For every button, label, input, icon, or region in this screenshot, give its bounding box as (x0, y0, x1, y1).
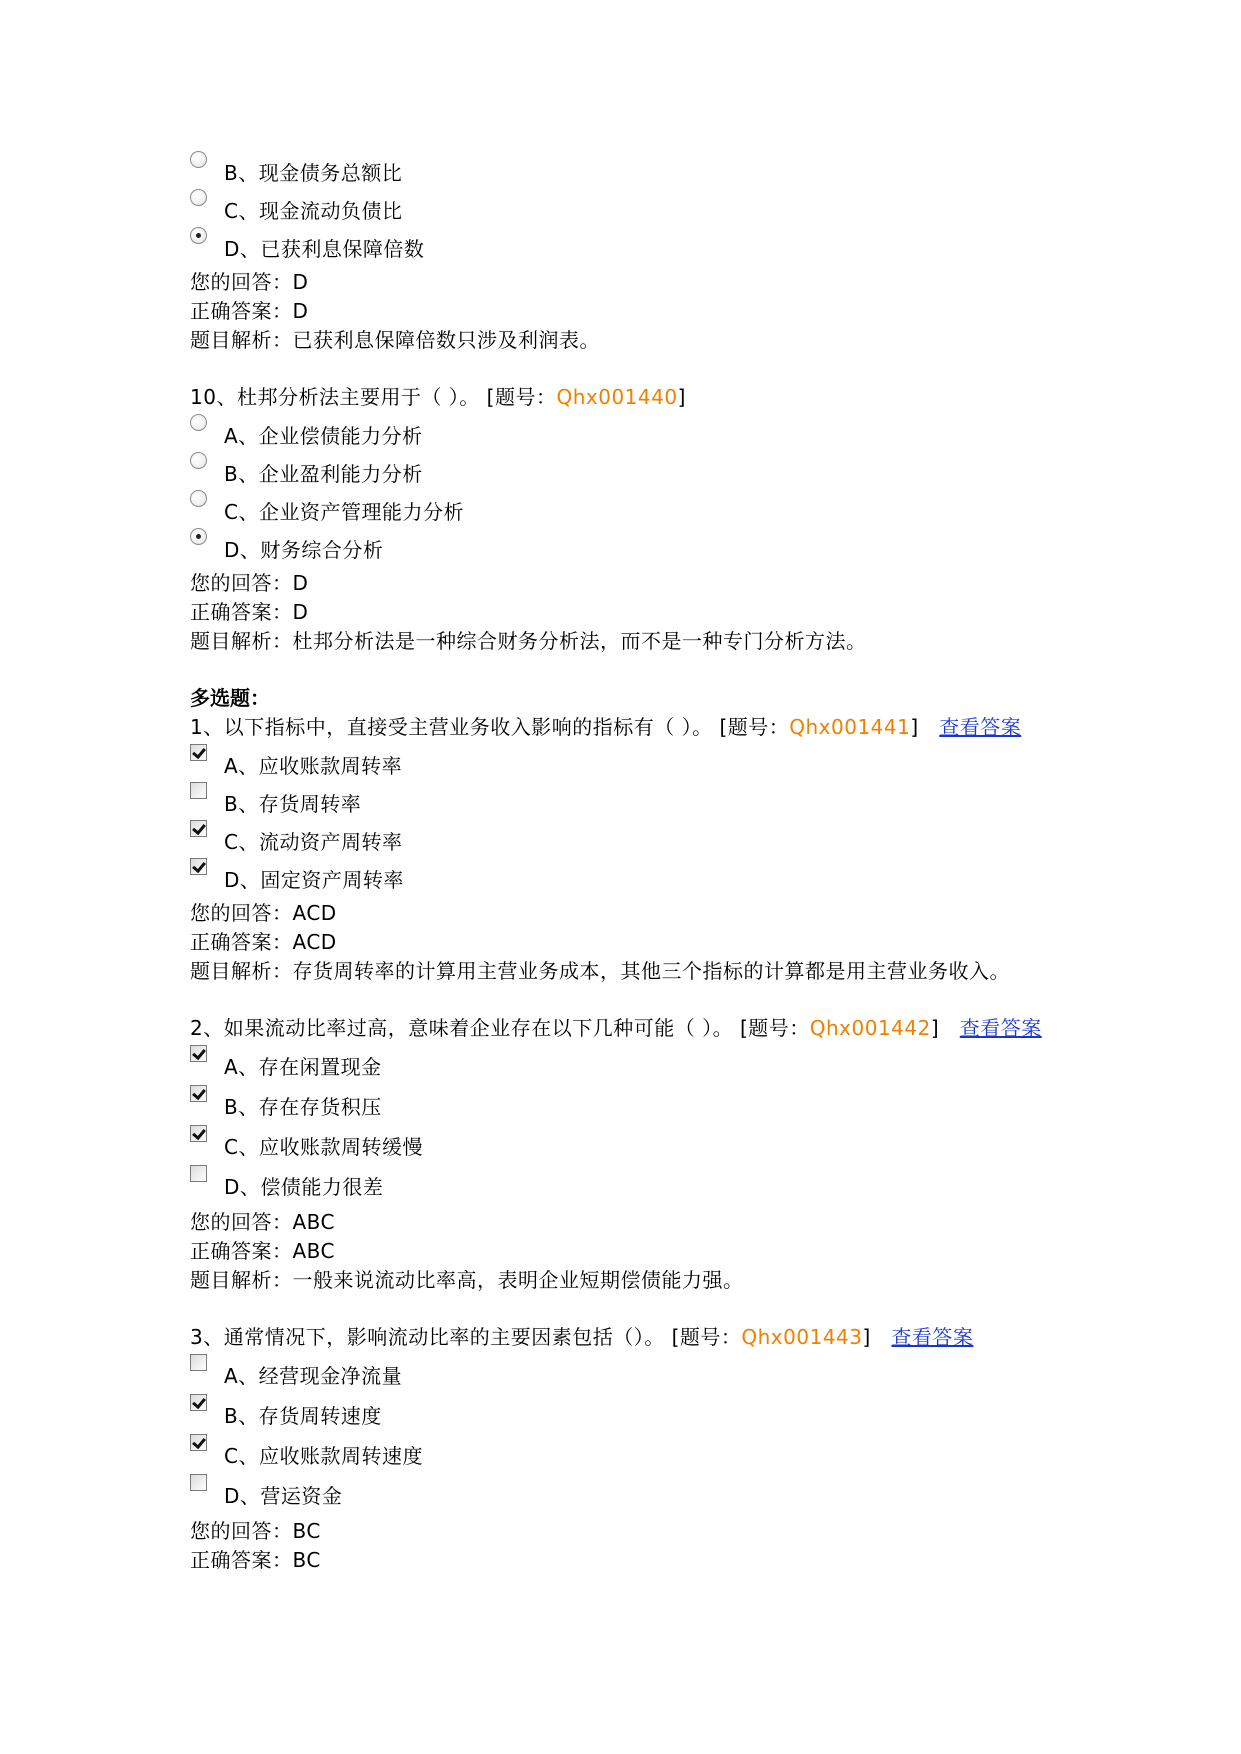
question-title (190, 383, 1090, 412)
your-answer: 您的回答：BC (190, 1519, 321, 1543)
checkbox[interactable] (190, 1354, 207, 1371)
question-text: 1、以下指标中，直接受主营业务收入影响的指标有（ ）。 [题号： (190, 715, 790, 739)
option-label: C、企业资产管理能力分析 (224, 500, 464, 524)
option-a[interactable] (190, 1048, 1090, 1088)
question-text: 3、通常情况下，影响流动比率的主要因素包括（）。 [题号： (190, 1325, 742, 1349)
option-label: A、经营现金净流量 (224, 1364, 403, 1388)
radio-button[interactable] (190, 151, 207, 168)
your-answer: 您的回答：D (190, 571, 309, 595)
option-label: D、固定资产周转率 (224, 868, 404, 892)
option-label: C、现金流动负债比 (224, 199, 403, 223)
option-label: C、流动资产周转率 (224, 830, 403, 854)
checkbox[interactable] (190, 1165, 207, 1182)
bracket-close: ] (930, 1016, 940, 1040)
radio-button[interactable] (190, 189, 207, 206)
checkbox[interactable] (190, 1434, 207, 1451)
answer-analysis: 题目解析：存货周转率的计算用主营业务成本，其他三个指标的计算都是用主营业务收入。 (190, 959, 1010, 983)
option-label: A、存在闲置现金 (224, 1055, 382, 1079)
checkbox[interactable] (190, 1394, 207, 1411)
option-d[interactable] (190, 531, 1090, 569)
question-id: Qhx001441 (789, 715, 911, 739)
question-text: 2、如果流动比率过高，意味着企业存在以下几种可能（ ）。 [题号： (190, 1016, 810, 1040)
option-d[interactable] (190, 861, 1090, 899)
option-b[interactable] (190, 1088, 1090, 1128)
option-label: D、已获利息保障倍数 (224, 237, 425, 261)
correct-answer: 正确答案：BC (190, 1548, 321, 1572)
your-answer: 您的回答：ACD (190, 901, 337, 925)
checkbox[interactable] (190, 782, 207, 799)
option-c[interactable] (190, 192, 1090, 230)
correct-answer: 正确答案：ABC (190, 1239, 336, 1263)
checkbox[interactable] (190, 1125, 207, 1142)
checkbox[interactable] (190, 858, 207, 875)
correct-answer: 正确答案：D (190, 299, 309, 323)
option-a[interactable] (190, 747, 1090, 785)
option-b[interactable] (190, 154, 1090, 192)
option-label: C、应收账款周转速度 (224, 1444, 423, 1468)
option-d[interactable] (190, 230, 1090, 268)
question-9-tail (190, 154, 1090, 355)
option-label: C、应收账款周转缓慢 (224, 1135, 423, 1159)
option-c[interactable] (190, 1437, 1090, 1477)
option-label: D、财务综合分析 (224, 538, 384, 562)
checkbox[interactable] (190, 1085, 207, 1102)
exam-page (190, 154, 1090, 1603)
question-title (190, 1014, 1090, 1043)
option-c[interactable] (190, 823, 1090, 861)
question-id: Qhx001443 (741, 1325, 863, 1349)
multi-question-2 (190, 1014, 1090, 1295)
option-label: A、应收账款周转率 (224, 754, 403, 778)
option-label: B、存在存货积压 (224, 1095, 382, 1119)
answer-analysis: 题目解析：已获利息保障倍数只涉及利润表。 (190, 328, 600, 352)
option-label: B、企业盈利能力分析 (224, 462, 423, 486)
radio-button[interactable] (190, 490, 207, 507)
option-c[interactable] (190, 493, 1090, 531)
radio-button[interactable] (190, 227, 207, 244)
radio-button[interactable] (190, 528, 207, 545)
option-label: B、存货周转率 (224, 792, 362, 816)
bracket-close: ] (677, 385, 686, 409)
radio-button[interactable] (190, 414, 207, 431)
option-d[interactable] (190, 1477, 1090, 1517)
bracket-close: ] (910, 715, 919, 739)
radio-button[interactable] (190, 452, 207, 469)
question-id: Qhx001440 (556, 385, 678, 409)
view-answer-link[interactable]: 查看答案 (891, 1325, 974, 1349)
question-title (190, 1323, 1090, 1352)
option-label: D、偿债能力很差 (224, 1175, 384, 1199)
multi-question-1 (190, 713, 1090, 986)
multi-question-3 (190, 1323, 1090, 1575)
option-b[interactable] (190, 1397, 1090, 1437)
view-answer-link[interactable]: 查看答案 (939, 715, 1022, 739)
correct-answer: 正确答案：D (190, 600, 309, 624)
answer-analysis: 题目解析：杜邦分析法是一种综合财务分析法，而不是一种专门分析方法。 (190, 629, 867, 653)
option-b[interactable] (190, 785, 1090, 823)
checkbox[interactable] (190, 744, 207, 761)
checkbox[interactable] (190, 1045, 207, 1062)
section-title-multiple-choice: 多选题： (190, 686, 270, 710)
option-c[interactable] (190, 1128, 1090, 1168)
your-answer: 您的回答：D (190, 270, 309, 294)
option-a[interactable] (190, 417, 1090, 455)
bracket-close: ] (862, 1325, 871, 1349)
option-label: A、企业偿债能力分析 (224, 424, 423, 448)
question-id: Qhx001442 (809, 1016, 931, 1040)
option-a[interactable] (190, 1357, 1090, 1397)
checkbox[interactable] (190, 820, 207, 837)
view-answer-link[interactable]: 查看答案 (959, 1016, 1042, 1040)
question-10 (190, 383, 1090, 656)
checkbox[interactable] (190, 1474, 207, 1491)
your-answer: 您的回答：ABC (190, 1210, 336, 1234)
option-b[interactable] (190, 455, 1090, 493)
correct-answer: 正确答案：ACD (190, 930, 337, 954)
answer-analysis: 题目解析：一般来说流动比率高，表明企业短期偿债能力强。 (190, 1268, 744, 1292)
option-label: D、营运资金 (224, 1484, 343, 1508)
option-d[interactable] (190, 1168, 1090, 1208)
question-title (190, 713, 1090, 742)
question-text: 10、杜邦分析法主要用于（ ）。 [题号： (190, 385, 557, 409)
option-label: B、现金债务总额比 (224, 161, 403, 185)
option-label: B、存货周转速度 (224, 1404, 382, 1428)
